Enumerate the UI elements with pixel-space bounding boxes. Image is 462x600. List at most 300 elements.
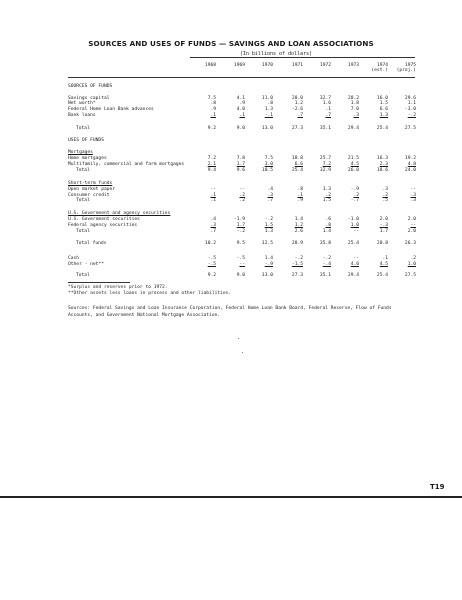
table-cell: 7.2 — [207, 156, 216, 161]
table-cell: .4 — [210, 217, 216, 222]
table-cell-wrapper — [219, 168, 245, 173]
table-cell: .1 — [239, 113, 245, 118]
table-cell-wrapper — [362, 126, 388, 131]
footnotes — [68, 285, 231, 296]
table-cell-wrapper — [305, 107, 331, 112]
total-row-label: Total — [76, 168, 90, 173]
total-row-label: Total — [76, 229, 90, 234]
table-cell-wrapper — [362, 256, 388, 261]
table-cell: 1.1 — [407, 101, 416, 106]
column-header-note: (proj.) — [396, 68, 416, 73]
table-cell: 32.7 — [319, 96, 331, 101]
table-cell: 1.4 — [294, 217, 303, 222]
table-cell: .7 — [325, 113, 331, 118]
table-cell: .3 — [410, 198, 416, 203]
table-cell-wrapper — [277, 229, 303, 234]
table-cell: 12.5 — [261, 241, 273, 246]
table-cell: 10.2 — [204, 241, 216, 246]
table-cell: .2 — [325, 193, 331, 198]
table-cell-wrapper — [247, 273, 273, 278]
row-label: Federal agency securities — [68, 223, 138, 228]
table-cell-wrapper — [333, 168, 359, 173]
table-cell: 7.5 — [264, 156, 273, 161]
table-cell-wrapper — [277, 256, 303, 261]
table-cell-wrapper — [247, 113, 273, 118]
table-cell: 1.5 — [264, 223, 273, 228]
table-cell-wrapper — [190, 162, 216, 167]
section-sources: SOURCES OF FUNDS — [68, 84, 113, 89]
table-cell: 29.4 — [347, 273, 359, 278]
table-cell-wrapper — [362, 198, 388, 203]
table-cell-wrapper — [277, 223, 303, 228]
table-cell: .2 — [239, 198, 245, 203]
table-cell: .6 — [325, 217, 331, 222]
table-cell: 1.8 — [350, 101, 359, 106]
table-cell: -1.9 — [233, 217, 245, 222]
table-cell: -- — [353, 256, 359, 261]
table-cell: 4.1 — [236, 96, 245, 101]
column-header-year: 1971 — [291, 63, 303, 68]
table-cell-wrapper — [362, 229, 388, 234]
table-cell: 26.3 — [404, 241, 416, 246]
table-cell-wrapper — [190, 156, 216, 161]
table-cell-wrapper — [362, 101, 388, 106]
table-cell-wrapper — [190, 229, 216, 234]
table-cell: -3.0 — [404, 107, 416, 112]
table-cell-wrapper — [190, 241, 216, 246]
table-cell: -.2 — [322, 256, 331, 261]
table-cell: 1.7 — [379, 229, 388, 234]
table-cell-wrapper — [333, 262, 359, 267]
table-cell-wrapper — [305, 273, 331, 278]
table-cell-wrapper — [190, 223, 216, 228]
table-subtitle: (In billions of dollars) — [239, 51, 313, 57]
table-cell-wrapper — [390, 187, 416, 192]
table-cell-wrapper — [190, 101, 216, 106]
footnote-2: **Other assets less loans in process and other liabilities. — [68, 290, 232, 296]
table-cell: 9.0 — [236, 273, 245, 278]
table-cell: 25.4 — [376, 273, 388, 278]
row-label: Bank loans — [68, 113, 96, 118]
row-label: Net worth* — [68, 101, 96, 106]
table-cell-wrapper — [277, 187, 303, 192]
table-cell: 29.4 — [347, 126, 359, 131]
table-cell-wrapper — [362, 156, 388, 161]
table-cell: 3.0 — [264, 162, 273, 167]
table-cell: 10.5 — [261, 168, 273, 173]
table-cell: 18.8 — [291, 156, 303, 161]
table-cell-wrapper — [219, 107, 245, 112]
table-cell: .3 — [353, 113, 359, 118]
table-cell: -.7 — [350, 198, 359, 203]
table-cell-wrapper — [190, 262, 216, 267]
table-cell: 6.6 — [379, 107, 388, 112]
row-label: Cash — [68, 256, 80, 261]
table-cell: -- — [353, 229, 359, 234]
table-cell: 1.5 — [322, 198, 331, 203]
table-cell: 1.3 — [322, 187, 331, 192]
table-cell: 1.2 — [294, 223, 303, 228]
table-cell-wrapper — [219, 229, 245, 234]
table-cell: -.2 — [236, 229, 245, 234]
table-cell: 9.2 — [207, 273, 216, 278]
table-cell: .1 — [210, 198, 216, 203]
row-label: U.S. Government securities — [68, 217, 140, 222]
table-cell: .2 — [239, 193, 245, 198]
table-cell: .1 — [325, 107, 331, 112]
table-cell: 1.7 — [236, 223, 245, 228]
table-cell-wrapper — [333, 101, 359, 106]
footnote-1: *Surplus and reserves prior to 1972. — [68, 285, 168, 290]
table-cell-wrapper — [305, 156, 331, 161]
table-cell-wrapper — [305, 256, 331, 261]
table-cell-wrapper — [362, 187, 388, 192]
table-cell-wrapper — [362, 223, 388, 228]
table-cell-wrapper — [333, 273, 359, 278]
table-cell-wrapper — [333, 198, 359, 203]
table-cell-wrapper — [219, 162, 245, 167]
table-cell-wrapper — [190, 168, 216, 173]
scan-speck — [238, 338, 239, 339]
table-cell: .1 — [297, 193, 303, 198]
table-cell: 27.3 — [291, 126, 303, 131]
table-cell: .7 — [210, 229, 216, 234]
table-cell-wrapper — [190, 126, 216, 131]
table-cell: 35.1 — [319, 273, 331, 278]
table-cell: 2.1 — [207, 162, 216, 167]
table-cell: 18.6 — [376, 168, 388, 173]
table-cell-wrapper — [277, 113, 303, 118]
table-cell-wrapper — [190, 113, 216, 118]
table-cell: 27.3 — [291, 273, 303, 278]
table-cell-wrapper — [390, 156, 416, 161]
table-cell: 4.0 — [236, 107, 245, 112]
table-cell: 7.8 — [236, 156, 245, 161]
table-cell-wrapper — [390, 198, 416, 203]
table-cell-wrapper — [333, 241, 359, 246]
table-cell: 28.9 — [291, 241, 303, 246]
table-cell: 4.8 — [407, 162, 416, 167]
table-cell-wrapper — [333, 126, 359, 131]
table-cell: 4.5 — [379, 262, 388, 267]
table-cell-wrapper — [247, 262, 273, 267]
table-cell-wrapper — [305, 126, 331, 131]
table-cell: 26.0 — [347, 168, 359, 173]
table-cell-wrapper — [219, 256, 245, 261]
table-cell: 32.9 — [319, 168, 331, 173]
table-cell-wrapper — [247, 156, 273, 161]
scan-speck — [242, 352, 243, 353]
table-cell: .4 — [267, 187, 273, 192]
total-row-label: Total — [76, 198, 90, 203]
table-cell-wrapper — [390, 256, 416, 261]
column-header-year: 1968 — [204, 63, 216, 68]
table-cell-wrapper — [390, 223, 416, 228]
table-cell: .2 — [410, 256, 416, 261]
table-cell-wrapper — [333, 113, 359, 118]
table-cell: -.5 — [236, 256, 245, 261]
subsection-mortgages: Mortgages — [68, 150, 93, 155]
table-cell: .8 — [210, 101, 216, 106]
table-cell: 9.5 — [236, 241, 245, 246]
table-cell: -.4 — [322, 262, 331, 267]
row-label: Savings capital — [68, 96, 110, 101]
table-cell: 1.3 — [264, 107, 273, 112]
column-header-year: 1970 — [261, 63, 273, 68]
table-cell: 35.8 — [319, 241, 331, 246]
table-cell: .3 — [210, 223, 216, 228]
table-cell: .1 — [210, 193, 216, 198]
table-cell: 1.0 — [350, 223, 359, 228]
table-cell-wrapper — [277, 126, 303, 131]
table-cell-wrapper — [305, 198, 331, 203]
table-cell-wrapper — [390, 217, 416, 222]
table-cell: -1.5 — [291, 262, 303, 267]
table-cell: 1.5 — [379, 101, 388, 106]
table-cell: 1.7 — [236, 162, 245, 167]
table-cell-wrapper — [305, 229, 331, 234]
table-cell-wrapper — [333, 256, 359, 261]
row-label: Open market paper — [68, 187, 116, 192]
table-cell-wrapper — [247, 187, 273, 192]
table-cell-wrapper — [219, 241, 245, 246]
table-cell-wrapper — [390, 107, 416, 112]
table-cell-wrapper — [219, 223, 245, 228]
row-label: Federal Home Loan Bank advances — [68, 107, 154, 112]
table-cell-wrapper — [333, 107, 359, 112]
table-cell-wrapper — [190, 187, 216, 192]
table-cell: 1.4 — [264, 256, 273, 261]
table-cell: 25.7 — [319, 156, 331, 161]
table-cell-wrapper — [390, 168, 416, 173]
table-cell: .2 — [382, 193, 388, 198]
table-cell-wrapper — [247, 107, 273, 112]
table-cell-wrapper — [219, 187, 245, 192]
footnote-rule — [68, 282, 130, 283]
row-label: Other - net** — [68, 262, 104, 267]
table-cell: .1 — [382, 256, 388, 261]
table-cell-wrapper — [247, 168, 273, 173]
table-cell: -- — [410, 223, 416, 228]
table-cell: .9 — [239, 101, 245, 106]
table-cell-wrapper — [362, 273, 388, 278]
sources-note: Sources: Federal Savings and Loan Insurance Corporation, Federal Home Loan Bank Board, Federal Reserve, Flow of Funds Accounts, and Government National Mortgage Association. — [68, 306, 392, 318]
table-cell-wrapper — [362, 168, 388, 173]
table-cell-wrapper — [362, 113, 388, 118]
table-cell-wrapper — [390, 101, 416, 106]
table-cell: .7 — [267, 198, 273, 203]
table-cell-wrapper — [219, 126, 245, 131]
table-cell-wrapper — [390, 162, 416, 167]
column-header-year: 1969 — [233, 63, 245, 68]
table-cell: .3 — [267, 193, 273, 198]
table-cell: 2.3 — [379, 162, 388, 167]
table-cell: -.9 — [264, 262, 273, 267]
table-cell-wrapper — [305, 187, 331, 192]
table-cell-wrapper — [305, 223, 331, 228]
table-cell: .5 — [382, 198, 388, 203]
table-cell-wrapper — [305, 101, 331, 106]
section-uses: USES OF FUNDS — [68, 138, 104, 143]
table-cell: -.2 — [294, 256, 303, 261]
table-cell: 9.0 — [236, 126, 245, 131]
table-cell: 16.0 — [376, 96, 388, 101]
table-cell: 19.2 — [404, 156, 416, 161]
table-cell: 7.5 — [207, 96, 216, 101]
table-cell-wrapper — [247, 198, 273, 203]
table-cell: 2.0 — [407, 217, 416, 222]
table-cell: .3 — [410, 193, 416, 198]
table-cell-wrapper — [362, 241, 388, 246]
table-cell-wrapper — [219, 113, 245, 118]
table-cell-wrapper — [277, 168, 303, 173]
table-cell-wrapper — [305, 113, 331, 118]
table-cell: .9 — [210, 107, 216, 112]
table-cell-wrapper — [390, 113, 416, 118]
table-cell-wrapper — [333, 223, 359, 228]
table-cell-wrapper — [247, 162, 273, 167]
table-cell: -.9 — [350, 187, 359, 192]
page-number: T19 — [430, 483, 445, 491]
row-label: Home mortgages — [68, 156, 107, 161]
table-cell-wrapper — [219, 217, 245, 222]
table-cell: .8 — [297, 187, 303, 192]
table-cell: 11.0 — [261, 96, 273, 101]
total-row-label: Total — [76, 126, 90, 131]
table-cell: .9 — [297, 198, 303, 203]
table-title: SOURCES AND USES OF FUNDS — SAVINGS AND LOAN ASSOCIATIONS — [88, 39, 374, 48]
table-cell-wrapper — [390, 262, 416, 267]
table-cell: -.2 — [264, 217, 273, 222]
row-label: Multifamily, commercial and farm mortgages — [68, 162, 185, 167]
table-cell: 2.0 — [379, 217, 388, 222]
table-cell: 7.0 — [350, 107, 359, 112]
table-cell: 2.6 — [294, 229, 303, 234]
table-cell: -2.6 — [291, 107, 303, 112]
table-cell-wrapper — [219, 156, 245, 161]
subsection-government: U.S. Government and agency securities — [68, 211, 171, 216]
table-cell: 1.3 — [379, 113, 388, 118]
table-cell: 24.0 — [404, 168, 416, 173]
table-cell-wrapper — [190, 256, 216, 261]
table-cell: -- — [410, 187, 416, 192]
column-header-note: (est.) — [371, 68, 388, 73]
table-cell-wrapper — [247, 241, 273, 246]
table-cell: 27.5 — [404, 126, 416, 131]
table-cell-wrapper — [219, 101, 245, 106]
table-cell: 2.0 — [407, 229, 416, 234]
table-cell-wrapper — [362, 217, 388, 222]
column-header-year: 1972 — [319, 63, 331, 68]
table-cell-wrapper — [390, 273, 416, 278]
table-cell: 28.0 — [291, 96, 303, 101]
table-cell: 1.2 — [294, 101, 303, 106]
table-cell-wrapper — [277, 162, 303, 167]
header-rule-bottom — [68, 77, 415, 78]
table-cell: 29.6 — [404, 96, 416, 101]
table-cell-wrapper — [362, 162, 388, 167]
total-row-label: Total — [76, 273, 90, 278]
table-cell-wrapper — [247, 101, 273, 106]
table-cell-wrapper — [190, 198, 216, 203]
table-cell: .3 — [382, 187, 388, 192]
table-cell-wrapper — [219, 273, 245, 278]
table-cell: 20.2 — [347, 96, 359, 101]
table-cell-wrapper — [219, 198, 245, 203]
table-cell-wrapper — [362, 107, 388, 112]
table-cell-wrapper — [390, 126, 416, 131]
table-cell-wrapper — [219, 262, 245, 267]
table-cell: .7 — [297, 113, 303, 118]
table-cell: -.2 — [407, 113, 416, 118]
column-header-year: 1974 — [376, 63, 388, 68]
table-cell: 21.5 — [347, 156, 359, 161]
table-cell-wrapper — [277, 217, 303, 222]
table-cell-wrapper — [247, 229, 273, 234]
table-cell-wrapper — [190, 273, 216, 278]
table-cell: -.3 — [379, 223, 388, 228]
table-cell-wrapper — [305, 241, 331, 246]
table-cell: 13.0 — [261, 273, 273, 278]
table-cell: 4.5 — [350, 162, 359, 167]
header-rule-top — [190, 57, 415, 58]
table-cell: -- — [239, 262, 245, 267]
table-cell: -1.0 — [347, 217, 359, 222]
table-cell: 9.6 — [236, 168, 245, 173]
table-cell: -.5 — [207, 256, 216, 261]
table-cell: 6.6 — [294, 162, 303, 167]
table-cell: 4.0 — [350, 262, 359, 267]
table-cell: 35.1 — [319, 126, 331, 131]
table-cell: 20.8 — [376, 241, 388, 246]
table-cell: 25.4 — [376, 126, 388, 131]
table-cell-wrapper — [305, 217, 331, 222]
table-cell: -.5 — [207, 262, 216, 267]
table-cell-wrapper — [277, 241, 303, 246]
table-cell: 9.2 — [207, 126, 216, 131]
table-cell: 25.4 — [291, 168, 303, 173]
table-cell: .1 — [210, 113, 216, 118]
table-cell-wrapper — [247, 223, 273, 228]
table-cell-wrapper — [333, 162, 359, 167]
table-cell: 1.4 — [322, 229, 331, 234]
table-cell-wrapper — [305, 262, 331, 267]
table-cell: -- — [239, 187, 245, 192]
table-cell: .2 — [353, 193, 359, 198]
table-cell: .8 — [325, 223, 331, 228]
table-cell-wrapper — [247, 217, 273, 222]
table-cell-wrapper — [247, 126, 273, 131]
page-bottom-rule — [0, 496, 462, 498]
table-cell-wrapper — [247, 256, 273, 261]
column-header-year: 1975 — [404, 63, 416, 68]
table-cell-wrapper — [333, 187, 359, 192]
table-cell: 13.0 — [261, 126, 273, 131]
table-cell: 25.4 — [347, 241, 359, 246]
table-cell-wrapper — [277, 198, 303, 203]
table-cell-wrapper — [277, 101, 303, 106]
table-cell-wrapper — [333, 217, 359, 222]
table-cell: 1.3 — [264, 229, 273, 234]
subsection-short-term: Short-term funds — [68, 181, 113, 186]
table-cell: -- — [210, 187, 216, 192]
table-cell-wrapper — [277, 262, 303, 267]
table-cell-wrapper — [390, 241, 416, 246]
table-cell-wrapper — [305, 162, 331, 167]
table-cell-wrapper — [190, 217, 216, 222]
table-cell: 7.2 — [322, 162, 331, 167]
column-header-year: 1973 — [347, 63, 359, 68]
